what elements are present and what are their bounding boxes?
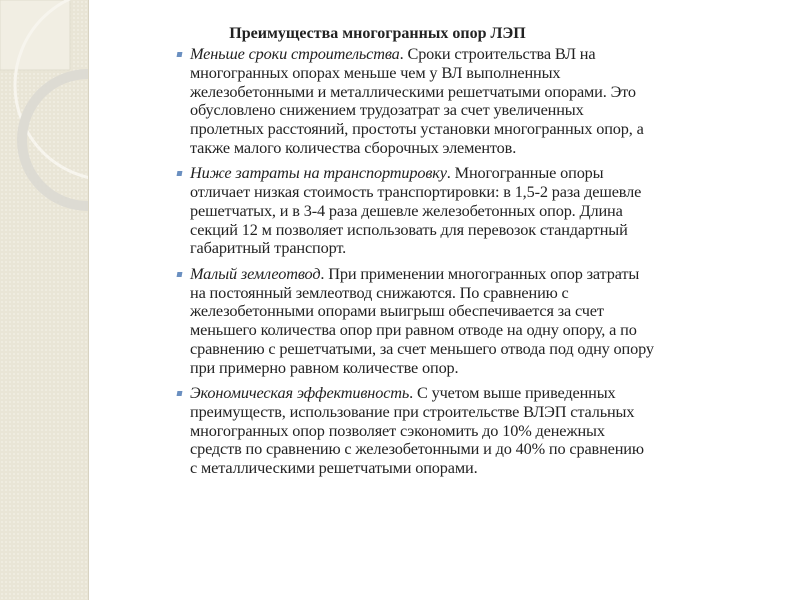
text-line: [190, 340, 790, 359]
bullet-text: с металлическими решетчатыми опорами.: [190, 458, 478, 478]
text-line: [190, 422, 790, 441]
bullet-text: многогранных опорах меньше чем у ВЛ выполненных: [190, 62, 561, 82]
bullet-text: обусловлено снижением трудозатрат за счет увеличенных: [190, 100, 584, 120]
text-line: [190, 403, 790, 422]
bullet-icon: [177, 52, 183, 57]
bullet-icon: [177, 272, 183, 277]
bullet-icon: [177, 171, 183, 176]
bullet-item: [190, 45, 790, 158]
decorative-sidebar: [0, 0, 89, 600]
text-line: [190, 384, 790, 403]
bullet-text: также малого количества сборочных элементов.: [190, 137, 517, 157]
text-line: [190, 202, 790, 221]
text-line: [190, 101, 790, 120]
text-line: [190, 440, 790, 459]
text-line: [190, 284, 790, 303]
bullet-text: при примерно равном количестве опор.: [190, 357, 459, 377]
bullet-item: [190, 265, 790, 378]
text-line: [190, 64, 790, 83]
bullet-text: на постоянный землеотвод снижаются. По сравнению с: [190, 282, 569, 302]
bullet-text: железобетонными опорами выигрыш обеспечивается за счет: [190, 301, 604, 321]
bullet-list: [190, 45, 790, 485]
bullet-text: секций 12 м позволяет использовать для перевозок стандартный: [190, 219, 628, 239]
text-line: [190, 120, 790, 139]
text-line: [190, 164, 790, 183]
bullet-text: . Сроки строительства ВЛ на: [399, 44, 596, 63]
bullet-text: отличает низкая стоимость транспортировки: в 1,5-2 раза дешевле: [190, 182, 642, 202]
bullet-text: габаритный транспорт.: [190, 238, 347, 258]
text-line: [190, 321, 790, 340]
text-line: [190, 459, 790, 478]
bullet-text: средств по сравнению с железобетонными и до 40% по сравнению: [190, 439, 644, 459]
bullet-lead: Экономическая эффективность: [190, 383, 410, 403]
text-line: [190, 221, 790, 240]
text-line: [190, 83, 790, 102]
bullet-text: сравнению с решетчатыми, за счет меньшего отвода под одну опору: [190, 338, 654, 358]
bullet-text: железобетонными и металлическими решетчатыми опорами. Это: [190, 81, 636, 101]
decorative-circles-icon: [0, 0, 88, 600]
bullet-text: . При применении многогранных опор затраты: [320, 263, 640, 283]
bullet-lead: Меньше сроки строительства: [190, 44, 400, 63]
text-line: [190, 45, 790, 64]
text-line: [190, 359, 790, 378]
text-line: [190, 265, 790, 284]
bullet-text: меньшего количества опор при равном отводе на одну опору, а по: [190, 320, 637, 340]
bullet-text: пролетных расстояний, простоты установки многогранных опор, а: [190, 119, 644, 139]
text-line: [190, 239, 790, 258]
bullet-text: решетчатых, и в 3-4 раза дешевле железобетонных опор. Длина: [190, 200, 623, 220]
bullet-lead: Малый землеотвод: [190, 263, 321, 283]
bullet-text: . С учетом выше приведенных: [409, 383, 616, 403]
bullet-text: преимуществ, использование при строительстве ВЛЭП стальных: [190, 401, 635, 421]
bullet-text: многогранных опор позволяет сэкономить до 10% денежных: [190, 420, 605, 440]
bullet-text: . Многогранные опоры: [446, 163, 604, 183]
bullet-icon: [177, 391, 183, 396]
text-line: [190, 139, 790, 158]
bullet-item: [190, 164, 790, 258]
text-line: [190, 302, 790, 321]
slide-title: Преимущества многогранных опор ЛЭП: [229, 25, 526, 42]
bullet-item: [190, 384, 790, 478]
text-line: [190, 183, 790, 202]
bullet-lead: Ниже затраты на транспортировку: [190, 163, 447, 183]
